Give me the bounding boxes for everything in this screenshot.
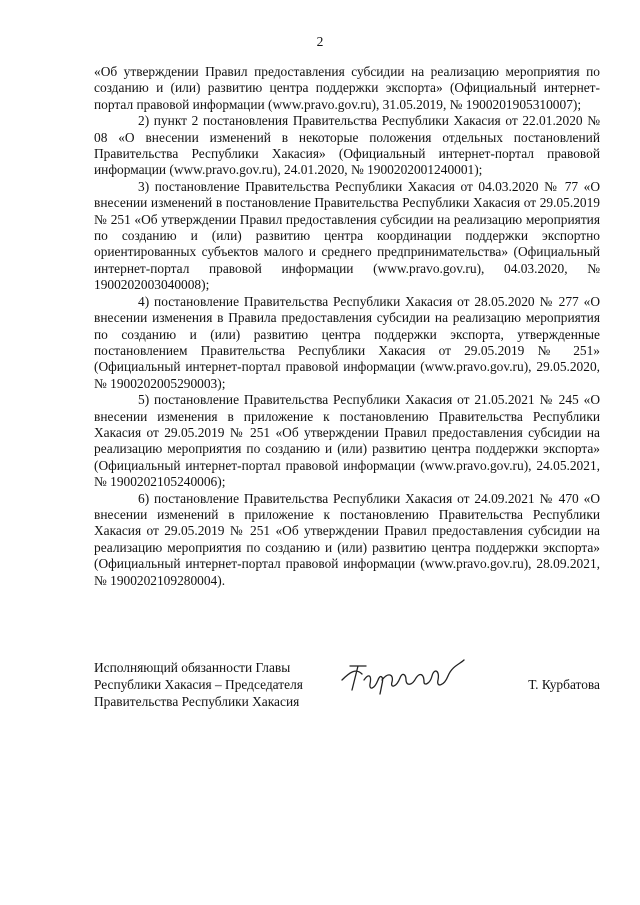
paragraph-6: 6) постановление Правительства Республики Хакасия от 24.09.2021 № 470 «О внесении изменений в приложение к постановлению Правительства Республики Хакасия от 29.05.2019 № 251 «Об утверждении Правил предоставления субсидии на реализацию мероприятия по созданию и (или) развитию центра поддержки экспорта» (Официальный интернет-портал правовой информации (www.pravo.gov.ru), 28.09.2021, № 1900202109280004). — [94, 490, 600, 588]
paragraph-1: «Об утверждении Правил предоставления субсидии на реализацию мероприятия по созданию и (или) развитию центра поддержки экспорта» (Официальный интернет-портал правовой информации (www.pravo.gov.ru), 31.05.2019, № 1900201905310007); — [94, 64, 600, 112]
signatory-title — [94, 660, 303, 710]
paragraph-5: 5) постановление Правительства Республики Хакасия от 21.05.2021 № 245 «О внесении изменения в приложение к постановлению Правительства Республики Хакасия от 29.05.2019 № 251 «Об утверждении Правил предоставления субсидии на реализацию мероприятия по созданию и (или) развитию центра поддержки экспорта» (Официальный интернет-портал правовой информации (www.pravo.gov.ru), 24.05.2021, № 1900202105240006); — [94, 392, 600, 490]
paragraph-3: 3) постановление Правительства Республики Хакасия от 04.03.2020 № 77 «О внесении изменений в постановление Правительства Республики Хакасия от 29.05.2019 № 251 «Об утверждении Правил предоставления субсидии на реализацию мероприятия по созданию и (или) развитию центра координации поддержки экспортно ориентированных субъектов малого и среднего предпринимательства» (Официальный интернет-портал правовой информации (www.pravo.gov.ru), 04.03.2020, № 1900202003040008); — [94, 178, 600, 293]
handwritten-signature — [336, 650, 476, 698]
page-number: 2 — [316, 34, 324, 49]
paragraph-4: 4) постановление Правительства Республики Хакасия от 28.05.2020 № 277 «О внесении изменения в Правила предоставления субсидии на реализацию мероприятия по созданию и (или) развитию центра поддержки экспорта, утвержденные постановлением Правительства Республики Хакасия от 29.05.2019 № 251» (Официальный интернет-портал правовой информации (www.pravo.gov.ru), 29.05.2020, № 1900202005290003); — [94, 293, 600, 391]
signer-name: Т. Курбатова — [528, 677, 600, 692]
signatory-title-line-1: Исполняющий обязанности Главы — [94, 660, 291, 675]
signatory-title-line-3: Правительства Республики Хакасия — [94, 693, 300, 709]
paragraph-2: 2) пункт 2 постановления Правительства Республики Хакасия от 22.01.2020 № 08 «О внесении изменений в некоторые положения отдельных постановлений Правительства Республики Хакасия» (Официальный интернет-портал правовой информации (www.pravo.gov.ru), 24.01.2020, № 1900202001240001); — [94, 113, 600, 178]
signatory-title-line-2: Республики Хакасия – Председателя — [94, 676, 303, 692]
document-body — [94, 64, 600, 589]
